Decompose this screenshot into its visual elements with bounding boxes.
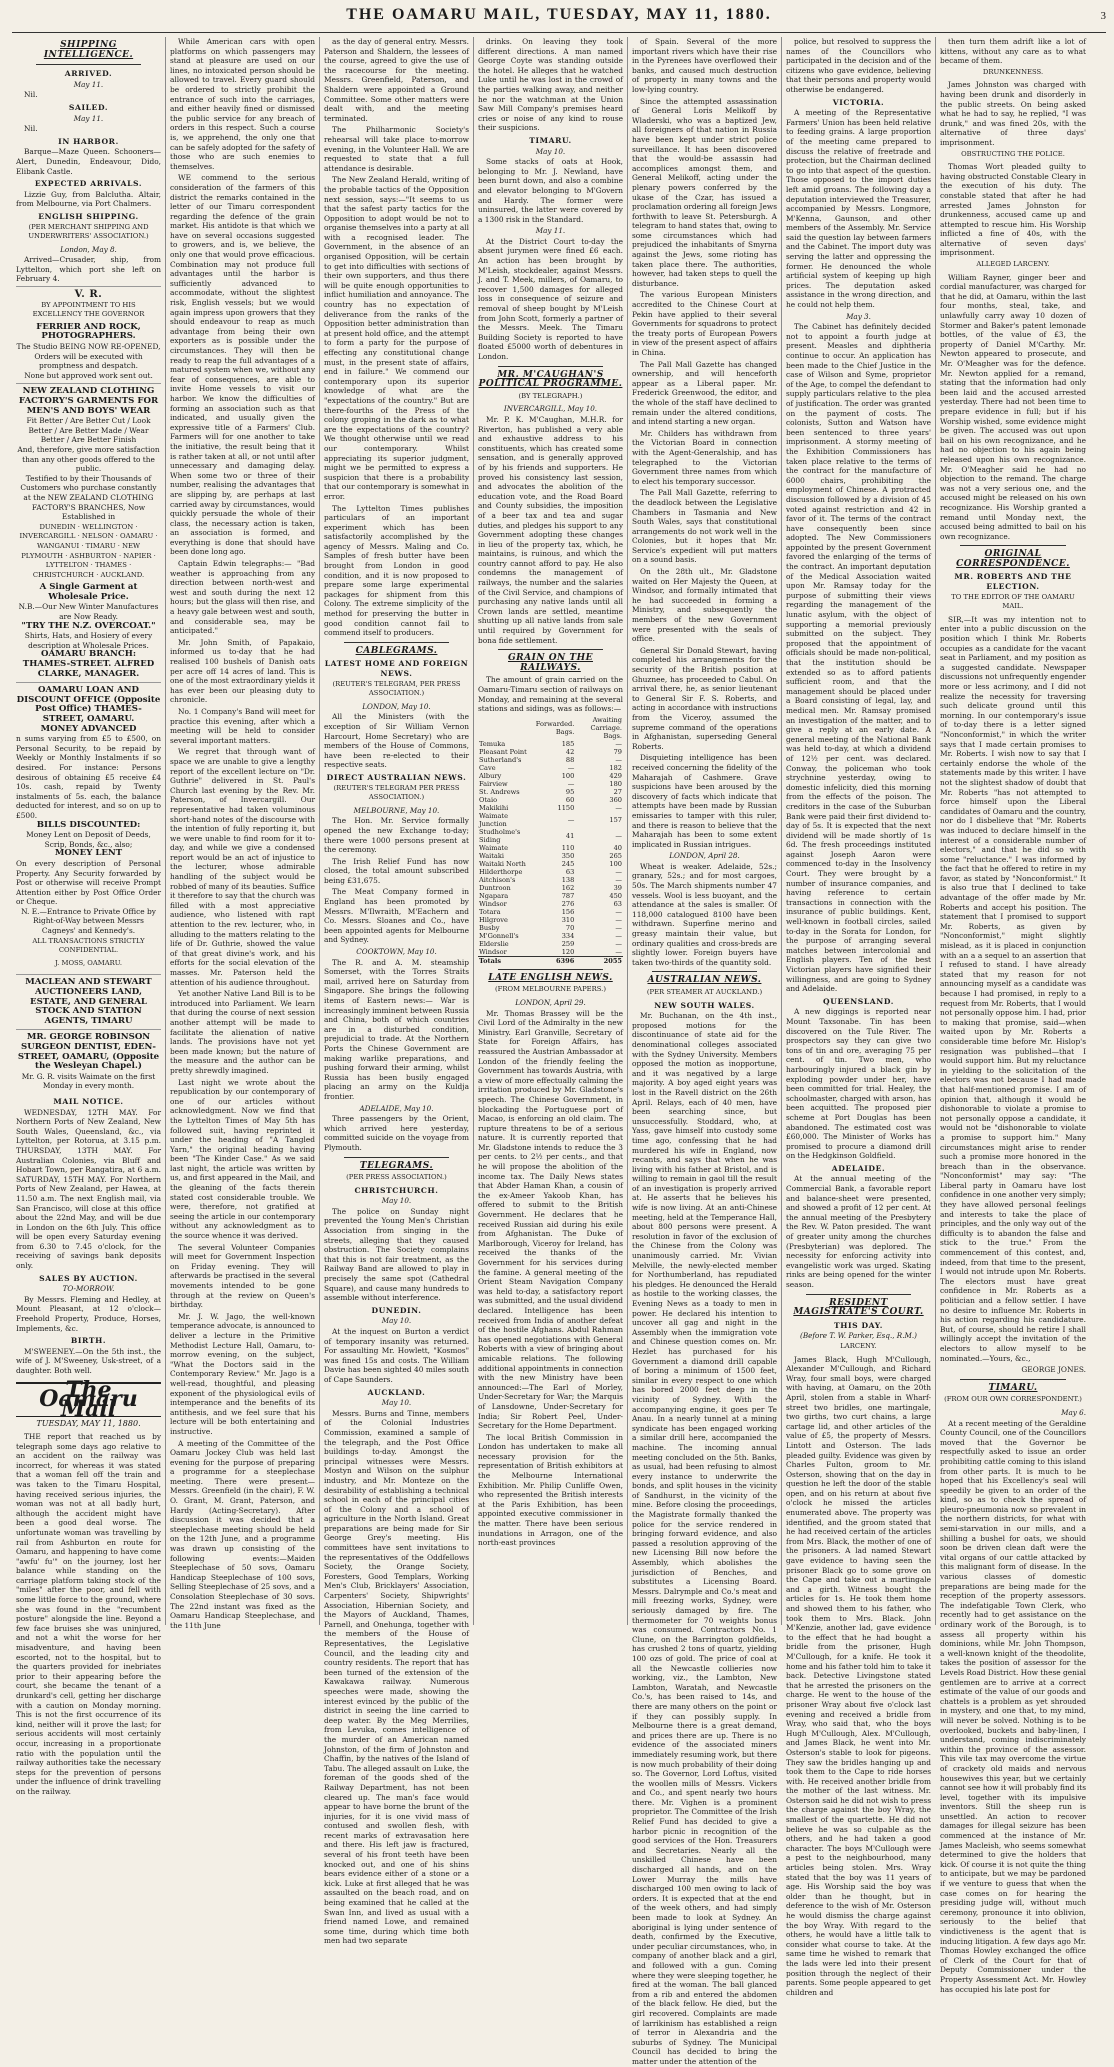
dateline: TO-MORROW. <box>62 1284 115 1294</box>
credit-line: (BY TELEGRAPH.) <box>518 391 583 400</box>
table-row <box>478 756 623 764</box>
subheading: DUNEDIN. <box>371 1305 422 1315</box>
advertisement-photographers <box>16 286 161 383</box>
dateline: LONDON, April 29. <box>515 997 586 1007</box>
table-cell: Albury <box>479 771 502 780</box>
paragraph: No. 1 Company's Band will meet for practice this evening, after which a meeting will be held to consider several important matters. <box>170 706 315 745</box>
ad-text: n sums varying from £5 to £500, on Personal Security, to be repaid by Weekly or Monthly Instalments if so desired. For instance: Persons desirous of obtaining £5 receive £4 10s. cash, repaid by Twenty instalments of 5s. each, the balance deducted for interest, and so on up to £500. <box>16 734 161 820</box>
dateline: May 10. <box>535 146 566 156</box>
paragraph: Three passengers by the Orient, which arrived here yesterday, committed suicide on the voyage from Plymouth. <box>324 1114 469 1152</box>
table-cell: 100 <box>609 859 622 868</box>
dateline: LONDON, April 28. <box>669 851 740 861</box>
column-2 <box>166 37 320 1630</box>
table-cell: 120 <box>561 947 575 956</box>
column-1 <box>12 37 166 1796</box>
table-row <box>478 740 623 748</box>
table-cell: 79 <box>613 747 622 756</box>
paragraph: By Messrs. Fleming and Hedley, at Mount Pleasant, at 12 o'clock—Freehold Property, Produce, Horses, Implements, &c. <box>16 1294 161 1333</box>
paragraph: The Pall Mall Gazette, referring to the deadlock between the Legislative Chambers in Tasmania and New South Wales, says that constitutional arrangements do not work well in the Colonies, but it hopes that Mr. Service's expedient will put matters on a sound basis. <box>632 488 777 565</box>
table-row <box>478 916 623 924</box>
column-header: Forwarded. Bags. <box>535 719 575 736</box>
table-cell: 39 <box>613 883 622 892</box>
paragraph: Some stacks of oats at Hook, belonging to Mr. J. Newland, have been burnt down, and also a combine and elevator belonging to M'Govern and Hardy. The former were uninsured, the latter were covered by a 1300 risk in the Standard. <box>478 157 623 224</box>
paragraph: Mr. Childers has withdrawn from the Victorian Board in connection with the Agent-Generalship, and has telegraphed to the Victorian Government three names from which to elect his temporary successor. <box>632 428 777 486</box>
paragraph: Last night we wrote about the republication by our contemporary of one of our articles without acknowledgment. Now we find that the Lyttelton Times of May 5th has followed suit, having reprinted it under the heading of "A Tangled Yarn," the original heading having been "The Kinder Case." As we said last night, the article was written by us, and first appeared in the Mail, and the gleaning of the facts therein stated cost considerable trouble. We were, therefore, not gratified at seeing the article in our contemporary without any acknowledgment as to the source whence it was derived. <box>170 1077 315 1241</box>
paragraph: Arrived—Crusader, ship, from Lyttelton, which port she left on February 4. <box>16 255 161 284</box>
column-6 <box>782 37 936 1997</box>
table-cell: 162 <box>561 883 575 892</box>
credit-line: TO THE EDITOR OF THE OAMARU MAIL. <box>951 592 1075 611</box>
section-heading: AUSTRALIAN NEWS. <box>647 975 762 986</box>
ad-text: MONEY ADVANCED <box>40 723 137 734</box>
credit-line: (REUTER'S TELEGRAM PER PRESS ASSOCIATION.) <box>333 783 460 802</box>
ad-text: MONEY LENT <box>54 848 123 859</box>
paragraph: police, but resolved to suppress the names of the Councillors who participated in the decision and of the citizens who gave evidence, believing that their persons and property would otherwise be endangered. <box>786 37 931 94</box>
table-row <box>478 772 623 780</box>
table-cell: Windsor <box>479 947 507 956</box>
table-cell: 276 <box>561 899 575 908</box>
table-cell: 310 <box>561 915 575 924</box>
table-cell: — <box>567 779 575 788</box>
table-cell: 2055 <box>575 956 623 965</box>
table-row <box>478 780 623 788</box>
paragraph: The local British Commission in London has undertaken to make all necessary provision for the representation of British exhibitors at the Melbourne International Exhibition. Mr. Philip Cunliffe Owen, who represented the British interests at the Paris Exhibition, has been appointed executive commissioner in the matter. There have been serious inundations in Arragon, one of the north-east provinces <box>478 1432 623 1548</box>
table-cell: 60 <box>565 795 575 804</box>
table-row <box>478 812 623 828</box>
table-row <box>478 876 623 884</box>
column-7 <box>936 37 1090 1994</box>
paragraph: Yet another Native Land Bill is to be introduced into Parliament. We learn that during the course of next session another attempt will be made to facilitate the alienation of native lands. The provisions have not yet been made known; but the nature of the measure and the author can be pretty shrewdly imagined. <box>170 989 315 1075</box>
paragraph: as the day of general entry. Messrs. Paterson and Shaldern, the lessees of the course, agreed to give the use of the racecourse for the meeting. Messrs. Greenfield, Paterson, and Shaldern were appointed a Ground Committee. Some other matters were dealt with, and the meeting terminated. <box>324 37 469 123</box>
table-cell: Pleasant Point <box>479 747 527 756</box>
paragraph: Mr. Thomas Brassey will be the Civil Lord of the Admiralty in the new Ministry. Earl Granville, Secretary of State for Foreign Affairs, has reassured the Austrian Ambassador at London of the friendly feeling the Government has towards Austria, with a view of more effectually calming the irritation produced by Mr. Gladstone's speech. The Chinese Government, in blockading the Portuguese port of Macao, is enforcing an old claim. The rupture threatens to be of a serious nature. It is currently reported that Mr. Gladstone intends to reduce the 3 per cents. to 2½ per cents., and that he will propose the abolition of the income tax. The Daily News states that Abder Haman Khan, a cousin of the ex-Ameer Yakoob Khan, has offered to submit to the British Government. He declares that he received Russian aid during his exile from Afghanistan. The Duke of Marlborough, Viceroy for Ireland, has received the thanks of the Government for his services during the famine. A general meeting of the Orient Steam Navigation Company was held to-day, a satisfactory report was submitted, and the usual dividend declared. Intelligence has been received from India of another defeat of the hostile Afghans. Abdul Rahman has opened negotiations with General Roberts with a view of bringing about amicable relations. The following additional appointments in connection with the new Ministry have been announced:—The Earl of Morley, Under-Secretary for War; the Marquis of Lansdowne, Under-Secretary for India; Sir Robert Peel, Under-Secretary for the Home Department. <box>478 1008 623 1431</box>
masthead <box>12 6 1106 33</box>
dateline: INVERCARGILL, May 10. <box>503 404 598 414</box>
paragraph: The New Zealand Herald, writing of the probable tactics of the Opposition next session, says:—"It seems to us that the safest party tactics for the Opposition to adopt would be not to organise themselves into a party at all with a recognised leader. The Government, in the absence of an organised Opposition, will be certain to get into difficulties with sections of their own supporters, and thus there will be quite enough opportunities to inflict humiliation and annoyance. The country has no expectation of deliverance from the ranks of the Opposition better administration than at present hold office, and the attempt to form a party for the purpose of effecting any constitutional change must, in the present state of affairs, end in failure." We commend our contemporary upon its superior knowledge of what are the "expectations of the country." But are there-fourths of the Press of the colony groping in the dark as to what are the expectations of the country? We thought otherwise until we read our contemporary. Whilst appreciating its superior judgment, might we be permitted to express a suspicion that there is a probability that our contemporary is somewhat in error. <box>324 175 469 501</box>
subheading: NEW SOUTH WALES. <box>654 1000 755 1010</box>
paragraph: Nil. <box>24 90 38 100</box>
credit-line: (REUTER'S TELEGRAM, PER PRESS ASSOCIATION.) <box>332 679 461 698</box>
table-cell: — <box>615 831 622 840</box>
table-cell: Busby <box>479 923 500 932</box>
table-cell: 1150 <box>557 803 575 812</box>
paragraph: SIR,—It was my intention not to enter into a public discussion on the position which I think Mr. Roberts occupies as a candidate for the vacant seat in Parliament, and my position as a suggested candidate. Newspaper discussions not unfrequently engender more or less acrimony, and I did not realize the necessity for traversing such delicate ground until this morning. In our contemporary's issue of to-day there is a letter signed "Nonconformist," in which the writer says that I made certain promises to Mr. Roberts. I wish now to say that I certainly endorse the whole of the statements made by this writer. I have not the slightest shadow of doubt that Mr. Roberts "has not attempted to force himself upon the Liberal candidates of Oamaru and the country, nor do I disbelieve that "Mr. Roberts was induced to declare himself in the interest of a considerable number of electors," and that he did so with some "reluctance." I was informed by the fact that he offered to retire in my favor, as stated by "Nonconformist." It is also true that I declined to take advantage of the offer made by Mr. Roberts and accept his position. The statement that I promised to support Mr. Roberts, as given by "Nonconformist," might slightly mislead, as it is placed in conjunction with an a a sequel to an assertion that I refused to stand. I have already stated that my reason for not announcing myself as a candidate was because I had promised, in reply to a request from Mr. Roberts, that I would not personally oppose him. I had, prior to making that promise, said—when waited upon by Mr. Roberts a considerable time before Mr. Hislop's resignation was published—that I would support him. But my reluctance in yielding to the solicitation of the electors was not because I had made that half-mentioned promise. I am of opinion that, although it would be dishonorable to violate a promise to not personally oppose a candidate, it would not be "dishonorable to violate a promise to support him." Many circumstances might arise to render such a promise more honored in the breach than in the observance. "Nonconformist" may say: "The Liberal party in Oamaru have lost confidence in one another very simply; they have allowed personal feelings and interests to take the place of principles, and the only way out of the difficulty is to abandon the false and stick to the true." From the commencement of this contest, and, indeed, from that time to the present, I would not intrude upon Mr. Roberts. The electors must have great confidence in Mr. Roberts as a politician and a fellow settler. I have no desire to influence Mr. Roberts in his action regarding his candidature. But, of course, should he retire I shall willingly accept the invitation of the electors to allow myself to be nominated.—Yours, &c., <box>940 614 1087 1363</box>
paragraph: At the District Court to-day the absent jurymen were fined £6 each. An action has been brought by M'Leish, stockdealer, against Messrs. J. and T. Meek, millers, of Oamaru, to recover 1,500 damages for alleged loss in consequence of seizure and removal of sheep bought by M'Leish from John Scott, formerly a partner of the Messrs. Meek. The Timaru Building Society is reported to have floated £5000 worth of debentures in London. <box>478 236 623 361</box>
table-row <box>478 788 623 796</box>
table-row <box>478 908 623 916</box>
table-row <box>478 748 623 756</box>
table-cell: — <box>615 915 622 924</box>
table-cell: — <box>615 755 622 764</box>
ad-text: The Studio BEING NOW RE-OPENED, <box>16 342 161 352</box>
ad-text: Money Lent on Deposit of Deeds, Scrip, Bonds, &c., also; <box>26 830 151 849</box>
table-cell: Cave <box>479 763 496 772</box>
paragraph: The various European Ministers accredited to the Chinese Court at Pekin have applied to their several Governments for squadrons to protect the treaty ports of European Powers in view of the present aspect of affairs in China. <box>632 290 777 357</box>
section-heading: TELEGRAMS. <box>359 1160 434 1171</box>
leader-paragraph: THE report that reached us by telegraph some days ago relative to an accident on the railway was incorrect, for whereas it was stated that a woman fell off the train and was taken to the Timaru Hospital, having received serious injuries, the woman was not at all badly hurt, although the accident might have been a good deal worse. The unfortunate woman was travelling by rail from Ashburton en route for Oamaru, and happening to have come "awfu' fu'" on the journey, lost her balance while standing on the carriage platform taking stock of the "miles" after the poor, and fell with some little force to the ground, where she was found in the "recumbent posture" alongside the line. Beyond a few face bruises she was uninjured, and not a whit the worse for her misadventure, and having been escorted, not to the hospital, but to the quarters provided for inebriates prior to their appearing before the court, she became the tenant of a drunkard's cell, getting her discharge with a caution on Monday morning. This is not the first occurrence of its kind, neither will it prove the last; for serious accidents will most certainly occur, increasing in a proportionate ratio with the population until the railway authorities take the necessary steps for the prevention of persons under the influence of drink travelling on the railway. <box>16 1431 161 1796</box>
table-cell: — <box>615 931 622 940</box>
paragraph: The Pall Mall Gazette has changed ownership, and will henceforth appear as a Liberal paper. Mr. Frederick Greenwood, the editor, and the whole of the staff have declined to remain under the altered conditions, and intend starting a new organ. <box>632 359 777 427</box>
paragraph: then turn them adrift like a lot of kittens, without any care as to what became of them. <box>940 37 1086 66</box>
section-heading: SHIPPING INTELLIGENCE. <box>43 40 134 60</box>
credit-line: (FROM MELBOURNE PAPERS.) <box>495 985 606 994</box>
paragraph: Messrs. Burns and Tinne, members of the Colonial Industries Commission, examined a sample of the telegraph, and the Post Office buildings to-day. Amongst the principal witnesses were Messrs. Mostyn and Wilson on the sulphur industry, and Mr. Monteze on the desirability of establishing a technical school in each of the principal cities of the Colony and a school of agriculture in the North Island. Great preparations are being made for Sir George Grey's meeting. His committees have sent invitations to the representatives of the Oddfellows Society, the Orange Society, Foresters, Good Templars, Working Men's Club, Bricklayers' Association, Carpenters' Society, Shipwrights' Association, Hibernian Society, and the Mayors of Auckland, Thames, Parnell, and Onehunga, together with the members of the House of Representatives, the Legislative Council, and the leading city and country residents. The report that has been turned of the extension of the Kawakawa railway. Numerous speeches were made, showing the interest evinced by the public of the district in seeing the line carried to deep water. By the Meg Merrilies, from Levuka, comes intelligence of the murder of an American named Johnston, of the firm of Johnston and Chaffin, by the natives of the Island of Tabu. The alleged assault on Luke, the foreman of the goods shed of the Railway Department, has not been cleared up. The man's face would appear to have borne the brunt of the injuries, for it is one vivid mass of contused and swollen flesh, with recent marks of extravasation here and there. His left jaw is fractured, several of his front teeth have been knocked out, and one of his shins bears evidence either of a stone or a kick. Luke at first alleged that he was assaulted on the beach road, and on being examined that he called at the Swan Inn, and lived as usual with a friend named Lowe, and remained some time, during which time both men had two separate <box>324 1408 469 1946</box>
table-cell: 182 <box>609 763 622 772</box>
section-heading: TIMARU. <box>988 1382 1038 1393</box>
dateline: MELBOURNE, May 10. <box>353 805 440 815</box>
table-cell: 157 <box>609 815 622 824</box>
ad-text: None but approved work sent out. <box>24 370 153 380</box>
table-cell: Fairview <box>479 779 508 788</box>
table-total-row <box>478 956 623 965</box>
ad-text: Orders will be executed with promptness and despatch. <box>34 351 143 371</box>
subheading: THIS DAY. <box>833 1320 884 1330</box>
paragraph: While American cars with open platforms on which passengers may stand at pleasure are used on our lines, no intoxicated person should be allowed to travel. Every guard should be ordered to strictly prohibit the entrance of such into the carriages, and either heavily fined or dismissed the public service for any breach of orders in this respect. Such a course is, we apprehend, the only one that can be safely adopted for the safety of those who are such enemies to themselves. <box>170 37 315 171</box>
table-row <box>478 804 623 812</box>
ad-text: On every description of Personal Property. Any Security forwarded by Post or otherwise will receive Prompt Attention either by Post Office Order or Cheque. <box>16 858 161 907</box>
paragraph: We regret that through want of space we are unable to give a lengthy report of the excellent lecture on "Dr. Guthrie" delivered in St. Paul's Church last evening by the Rev. Mr. Paterson, of Invercargill. Our representative had taken voluminous short-hand notes of the discourse with the intention of fully reporting it, but we were unable to find room for it to-day, and while we give a condensed report would be an act of injustice to the lecturer, whose admirable handling of the subject would be robbed of many of its beauties. Suffice it therefore to say that the church was filled with a most appreciative audience, who listened with rapt attention to the rev. lecturer, who, in alluding to the matters relating to the life of Dr. Guthrie, showed the value of that great divine's work, and his efforts for the social elevation of the masses. Mr. Paterson held the attention of his audience throughout. <box>170 747 315 987</box>
table-cell: 100 <box>561 771 575 780</box>
paragraph: Since the attempted assassination of General Loris Melikoff by Wladerski, who was a baptized Jew, all foreigners of that nation in Russia have been kept under strict police surveillance. It has been discovered that the would-be assassin had accomplices amongst them, and General Melikoff, acting under the plenary powers conferred by the ukase of the Czar, has issued a proclamation ordering all foreign Jews forthwith to leave St. Petersburgh. A telegram to hand states that, owing to some circumstances which had prejudiced the inhabitants of Smyrna against the Jews, some rioting has taken place there. The authorities, however, had taken steps to quell the disturbance. <box>632 96 777 288</box>
subheading: VICTORIA. <box>832 97 885 107</box>
paragraph: James Johnston was charged with having been drunk and disorderly in the public streets. On being asked what he had to say, he replied, "I was drunk," and was fined 20s, with the alternative of three days' imprisonment. <box>940 80 1086 147</box>
dateline: London, May 8. <box>60 244 117 254</box>
subheading: LARCENY. <box>840 1341 877 1350</box>
dateline: May 10. <box>381 1398 412 1408</box>
table-cell: 185 <box>561 739 575 748</box>
table-cell: 429 <box>609 771 622 780</box>
table-cell: 110 <box>561 843 575 852</box>
table-cell: — <box>615 739 622 748</box>
ad-text: DUNEDIN · WELLINGTON · INVERCARGILL · NELSON · OAMARU · WANGANUI · TIMARU · NEW PLYMOUTH · ASHBURTON · NAPIER · LYTTELTON · THAMES · CHRISTCHURCH · AUCKLAND. <box>19 522 158 579</box>
table-cell: — <box>615 867 622 876</box>
table-cell: 259 <box>561 939 575 948</box>
columns <box>12 37 1106 2066</box>
credit-line: (PER PRESS ASSOCIATION.) <box>346 1173 447 1182</box>
paragraph: General Sir Donald Stewart, having completed his arrangements for the security of the British position at Ghuznee, has proceeded to Cabul. On arrival there, he, as senior lieutenant to General Sir F. S. Roberts, and acting in accordance with instructions from the Viceroy, assumed the supreme command of the operations in Afghanistan, superseding General Roberts. <box>632 645 777 751</box>
advertisement-dentist <box>16 1029 161 1094</box>
dateline: May 6. <box>1061 1407 1086 1417</box>
table-cell: — <box>615 939 622 948</box>
paragraph: Captain Edwin telegraphs:— "Bad weather is approaching from any direction between north-west and west and south during the next 12 hours; but the glass will then rise, and a heavy gale between west and south, and considerable sea, may be anticipated." <box>170 559 315 636</box>
section-heading: LATE ENGLISH NEWS. <box>488 972 613 983</box>
page-number: 3 <box>1100 10 1106 22</box>
dateline: May 11. <box>73 113 104 123</box>
advertisement-loan <box>16 682 161 974</box>
subheading: DIRECT AUSTRALIAN NEWS. <box>326 772 467 782</box>
table-cell: Totals <box>478 956 529 965</box>
subheading: SALES BY AUCTION. <box>39 1273 138 1283</box>
table-cell: Waitaki <box>479 851 504 860</box>
subheading: OBSTRUCTING THE POLICE. <box>961 149 1065 158</box>
table-cell: — <box>567 815 575 824</box>
ad-text: And, therefore, give more satisfaction than any other goods offered to the public. <box>17 444 160 474</box>
paragraph: The Lyttelton Times publishes particulars of an important experiment which has been satisfactorily accomplished by the agency of Messrs. Maling and Co. Samples of fresh butter have been brought from London in good condition, and it is now proposed to prepare some large experimental packages for shipment from this Colony. The extreme simplicity of the method for preserving the butter in good condition cannot fail to commend itself to producers. <box>324 503 469 638</box>
table-cell: 63 <box>613 899 622 908</box>
table-cell: Elderslie <box>479 939 509 948</box>
table-cell: Aitchison's <box>479 875 516 884</box>
table-cell: Hilgrove <box>479 915 508 924</box>
paragraph: At the inquest on Burton a verdict of temporary insanity was returned. For assaulting Mr. Howlett, "Kosmos" was fined 15s and costs. The William Davie has been sighted 40 miles south of Cape Saunders. <box>324 1327 469 1384</box>
table-cell: Temuka <box>479 739 506 748</box>
column-header <box>478 716 529 740</box>
ad-text: N. E.—Entrance to Private Office by Right-of-Way between Messrs Cagneys' and Kennedy's. <box>21 906 156 936</box>
paragraph: of Spain. Several of the more important rivers which have their rise in the Pyrenees have overflowed their banks, and caused much destruction of property in many towns and the low-lying country. <box>632 37 777 94</box>
ad-text: BILLS DISCOUNTED: <box>36 819 141 830</box>
paragraph: Mr. Buchanan, on the 4th inst., proposed motions for the discontinuance of state aid for the denominational colleges associated with the Sydney University. Members opposed the motion as inopportune, and it was negatived by a large majority. A boy aged eight years was lost in the Ravell district on the 26th April. Relays, each of 40 men, have been searching since, but unsuccessfully. Stoddard, who, at Yass, gave himself into custody some time ago, confessing that he had murdered his wife in England, now recants, and says that when he was living with his father at Bristol, and is willing to remain in gaol till the result of an investigation is properly arrived at. He asserts that he believes his wife is now living. At an anti-Chinese meeting, held at the Temperance Hall, about 800 persons were present. A resolution in favor of the exclusion of the Chinese from the Colony was unanimously carried. Mr. Vivian Melville, the newly-elected member for Northumberland, has repudiated his pledges. He denounced the Herald as hostile to the working classes, the Evening News as a toady to men in power. He declared his intention to uncover all gag and night in the Assembly when the immigration vote and Chinese question comes on. Mr. Hezlet has purchased for his Government a diamond drill capable of boring a minimum of 1500 feet, similar in every respect to one which has bored 2000 feet deep in the vicinity of Sydney. With the accompanying engine, it goes per Te Anau. In a nearly tunnel at a mining syndicate has been engaged working a similar drill here, accompanied the machine. The incoming annual meeting concluded on the 5th. Banks, as usual, had been refusing to almost every instance to underwrite the bonds, and split houses in the vicinity of Sandhurst, in the vicinity of the mine. Before closing the proceedings, the Magistrate formally thanked the police for the service rendered in bringing forward evidence, and also passed a resolution approving of the new Licensing Bill now before the Assembly, which abolishes the jurisdiction of Benches, and substitutes a Licensing Board. Messrs. Dalrymple and Co.'s meat and mill freezing works, Sydney, were seriously damaged by fire. The thermometer for 70 weights bonus was consumed. Contractors No. 1 Clune, on the Barrington goldfields, has crushed 2 tons of quartz, yielding 100 ozs of gold. The price of coal at all the Newcastle collieries now working, viz., the Lambton, New Lambton, Waratah, and Newcastle Co.'s, has been raised to 14s, and there are many others on the point or if they can possibly supply. In Melbourne there is a great demand, and prices there are up. There is no evidence of the associated miners immediately resuming work, but there is now much probability of their doing so. The Governor, Lord Loftus, visited the woollen mills of Messrs. Vickers and Co., and spent nearly two hours there. Mr. Vighen is a prominent proprietor. The Committee of the Irish Relief Fund has decided to give a harbor picnic in recognition of the good services of the Hon. Treasurers and Secretaries. Nearly all the unskilled Chinese have been discharged all hands, and on the Lower Murray the mills have discharged 100 men owing to lack of orders. It is expected that at the end of the week others, and had simply been made to look at Sydney. An aboriginal is lying under sentence of death, confirmed by the Executive, under peculiar circumstances, who, in company of another black and a girl, and followed with a gun. Coming where they were sleeping together, he fired at the woman. The ball glanced from a rib and entered the abdomen of the black fellow. He died, but the girl recovered. Complaints are made of larrikinism has established a reign of terror in Alexandria and the suburbs of Sydney. The Municipal Council has decided to bring the matter under the attention of the <box>632 1011 777 2066</box>
table-row <box>478 948 623 957</box>
ad-text: J. MOSS, OAMARU. <box>54 958 123 967</box>
subheading: SAILED. <box>68 102 109 112</box>
table-cell: 6396 <box>529 956 575 965</box>
paragraph: A new diggings is reported near Mount Taxsonabe. Tin has been discovered on the Tule River. The prospectors say they can give two tons of tin and ore, averaging 75 per cent. of tin. Two men, who harbouringly injured a black gin by exploding powder under her, have been committed for trial. Healey, the schoolmaster, charged with arson, has been acquitted. The proposed pier scheme at Port Douglas has been abandoned. The estimated cost was £60,000. The Minister of Works has promised to procure a diamond drill on the Hedgkinson Goldfield. <box>786 1007 931 1161</box>
table-cell: — <box>615 907 622 916</box>
table-cell: 40 <box>613 843 622 852</box>
paragraph: Disquieting intelligence has been received concerning the fidelity of the Maharajah of Cashmere. Grave suspicions have been aroused by the discovery of facts which indicate that attempts have been made by Russian emissaries to tamper with this ruler, and there is reason to believe that the Maharajah has been to some extent implicated in Russian intrigues. <box>632 753 777 849</box>
subheading: DRUNKENNESS. <box>982 67 1044 76</box>
paragraph: James Black, Hugh M'Cullough, Alexander M'Cullough, and Richard Wray, four small boys, were charged with having, at Oamaru, on the 20th April, stolen from a stable in Wharf-street two bridles, one martingale, two girths, two curt chains, a large cartage lid, and other articles of the value of £5, the property of Messrs. Lintott and Osterson. The lads pleaded guilty. Evidence was given by Charles Fulton, groom to Mr. Osterson, showing that on the day in question he left the door of the stable open, and on his return at about five o'clock he missed the articles enumerated above. The property was identified, and the groom stated that he had received certain of the articles from Mrs. Black, the mother of one of the prisoners. A lad named Stewart gave evidence to having seen the prisoner Black go to some grove on the Cape and take out a martingale and a girth. Witness bought the articles for 1s. He took them home and showed them to his father, who took them to Mrs. Black. John M'Kenzie, another lad, gave evidence to the effect that he had bought a bridle from the prisoner, Hugh M'Cullough, for a knife. He took it home and his father told him to take it back. Detective Livingstone stated that he arrested the prisoners on the charge. He went to the house of the prisoner Wray about five o'clock last evening and received a bridle from Wray, who said that, who the boys Hugh M'Cullough, Alex. M'Cullough, and James Black, he went into Mr. Osterson's stable to look for pigeons. They saw the bridles hanging up and took them to the Cape to ride horses with. He received another bridle from the mother of the last witness. Mr. Osterson said he did not wish to press the charge against the boy Wray, the smallest of the quartette. He did not believe he was so culpable as the others, and he had taken a good character. The boys M'Cullough were a pest to the neighbourhood, many articles being stolen. Mrs. Wray stated that the boy was 11 years of age. His Worship said the boy was older than he thought, but in deference to the wish of Mr. Osterson he would dismiss the charge against the boy Wray. With regard to the others, he would have a little talk to consider what course to take. At the same time he wished to remark that the lads were led into their present position through the neglect of their parents. Some people appeared to get children and <box>786 1354 931 1997</box>
paragraph: A meeting of the Representative Farmers' Union has been held relative to feeding grains. A large proportion of the meeting came prepared to discuss the relative of freetrade and protection, but the Chairman declined to go into that aspect of the question. Those opposed to the import duties left amid groans. The following day a deputation interviewed the Treasurer, accompanied by Messrs. Longmore, M'Kenna, Gaunson, and other members of the Assembly. Mr. Service said the question lay between farmers and the Cabinet. The import duty was serving the latter and oppressing the former. He denounced the whole artificial system of keeping up high prices. The deputation asked assistance in the wrong direction, and he could not help them. <box>786 108 931 310</box>
subheading: LATEST HOME AND FOREIGN NEWS. <box>324 659 469 678</box>
paragraph: The Irish Relief Fund has now closed, the total amount subscribed being £31,675. <box>324 856 469 885</box>
subheading: ADELAIDE. <box>831 1163 886 1173</box>
paragraph: William Rayner, ginger beer and cordial manufacturer, was charged for that he did, at Oamaru, within the last four months, steal, take, and unlawfully carry away 10 dozen of Stormer and Baker's patent lemonade bottles, of the value of £3, the property of Daniel M'Carthy. Mr. Newton appeared to prosecute, and Mr. O'Meagher was for the defence. Mr. Newton applied for a remand, stating that the information had only been laid and the accused arrested yesterday. There had not been time to prepare evidence in full; but if his Worship wished, some evidence might be given. The accused was out upon bail on his own recognizance, and he had no objection to his again being released upon his own recognizance. Mr. O'Meagher said he had no objection to the remand. The charge was not a very serious one, and the accused might be released on his own recognizance. His Worship granted a remand until Monday next, the accused being admitted to bail on his own recognizance. <box>940 272 1086 541</box>
table-cell: 138 <box>561 875 575 884</box>
dateline: May 10. <box>381 1316 412 1326</box>
table-row <box>478 844 623 852</box>
dateline: May 11. <box>73 79 104 89</box>
table-row <box>478 940 623 948</box>
table-cell: Otaio <box>479 795 498 804</box>
table-cell: 156 <box>561 907 575 916</box>
paragraph: The police on Sunday night prevented the Young Men's Christian Association from singing in the streets, alleging that they caused obstruction. The Society complains that this is not fair treatment, as the Railway Band are allowed to play in precisely the same spot (Cathedral Square), and cause many hundreds to assemble without interference. <box>324 1206 469 1303</box>
dateline: ADELAIDE, May 10. <box>359 1103 434 1113</box>
paragraph: Mr. P. K. M'Caughan, M.H.R. for Riverton, has published a very able and exhaustive address to his constituents, which has created some sensation, and is generally approved of by his friends and supporters. He proved his consistency last session, and advocates the abolition of the education vote, and the Road Board and County subsidies, the imposition of a beer tax and tea and sugar duties, and pledges his support to any Government adopting these changes in lieu of the property tax, which, he maintains, is ruinous, and which the country cannot afford to pay. He also condemns the management of railways, the number and the salaries of the Civil Service, and champions of purchasing any native lands until all Crown lands are settled, meantime shutting up all native lands from sale until required by Government for bona fide settlement. <box>478 414 623 645</box>
subheading: CHRISTCHURCH. <box>354 1185 439 1195</box>
subheading: IN HARBOR. <box>58 136 119 146</box>
credit-line: (PER STEAMER AT AUCKLAND.) <box>646 988 763 996</box>
paragraph: At the annual meeting of the Commercial Bank, a favorable report and balance-sheet were presented, and showed a profit of 12 per cent. At the annual meeting of the Presbytery the Rev. W. Paton presided. The want of greater unity among the churches (Presbyterian) was deplored. The necessity for enforcing activity into evangelistic work was urged. Skating rinks are being opened for the winter season. <box>786 1174 931 1289</box>
table-cell: Ngapara <box>479 891 509 900</box>
table-cell: Sutherland's <box>479 755 522 764</box>
table-cell: Windsor <box>479 899 507 908</box>
paragraph: Lizzie Guy, from Balclutha. Altair, from Melbourne, via Port Chalmers. <box>16 189 161 209</box>
column-header: Awaiting Carriage. Bags. <box>590 715 622 740</box>
paragraph: Barque—Maze Queen. Schooners—Alert, Dunedin, Endeavour, Dido, Elibank Castle. <box>16 147 161 176</box>
paragraph: WEDNESDAY, 12TH MAY. For Northern Ports of New Zealand, New South Wales, Queensland, &c., via Lyttelton, per Rotorua, at 3.15 p.m. THURSDAY, 13TH MAY. For Australian Colonies, via Bluff and Hobart Town, per Rangatira, at 6 a.m. SATURDAY, 15TH MAY. For Northern Ports of New Zealand, per Hawea, at 11.50 a.m. The next English mail, via San Francisco, will close at this office about the 22nd May, and will be due in London on the 6th July. This office will be open every Saturday evening from 6.30 to 7.45 o'clock, for the receiving of savings bank deposits only. <box>16 1107 161 1271</box>
paragraph: The several Volunteer Companies will meet for Government Inspection on Friday evening. They will afterwards be practised in the several movements intended to be gone through at the review on Queen's birthday. <box>170 1242 315 1310</box>
table-cell: 63 <box>565 867 575 876</box>
table-cell: — <box>615 875 622 884</box>
subheading: TIMARU. <box>529 135 572 145</box>
paragraph: Mr. J. W. Jago, the well-known temperance advocate, is announced to deliver a lecture in the Primitive Methodist Lecture Hall, Oamaru, to-morrow evening, on the subject, "What the Doctors said in the Contemporary Review." Mr. Jago is a well-read, thoughtful, and pleasing exponent of the physiological evils of intemperance and the benefits of its antithesis, and we feel sure that his lecture will be both entertaining and instructive. <box>170 1311 315 1436</box>
ad-text: ALL TRANSACTIONS STRICTLY CONFIDENTIAL. <box>32 936 145 955</box>
ad-heading: MACLEAN AND STEWART AUCTIONEERS LAND, ESTATE, AND GENERAL STOCK AND STATION AGENTS, TIMARU <box>25 977 152 1026</box>
paragraph: The R. and A. M. steamship Somerset, with the Torres Straits mail, arrived here on Saturday from Singapore. She brings the following items of Eastern news:— War is increasingly imminent between Russia and China, both of which countries are in a disturbed condition, prejudicial to trade. At the Northern Ports the Chinese Government are making warlike preparations, and pushing forward their arming, whilst Russia has been busily engaged placing an army on the Kuldja frontier. <box>324 957 470 1101</box>
table-cell: 27 <box>613 787 622 796</box>
table-cell: Waimate <box>479 843 508 852</box>
table-row <box>478 860 623 868</box>
section-heading: GRAIN ON THE RAILWAYS. <box>508 653 593 673</box>
table-cell: St. Andrews <box>479 787 520 796</box>
paragraph: M'SWEENEY.—On the 5th inst., the wife of J. M'Sweeney, Usk-street, of a daughter. Both well. <box>16 1346 161 1375</box>
paragraph: The Philharmonic Society's rehearsal will take place to-morrow evening, in the Volunteer Hall. We are requested to state that a full attendance is desirable. <box>324 125 469 173</box>
ad-heading: OAMARU LOAN AND DISCOUNT OFFICE (Opposite Post Office) THAMES-STREET, OAMARU. <box>16 685 161 724</box>
column-3 <box>320 37 474 1946</box>
credit-line: (PER MERCHANT SHIPPING AND UNDERWRITERS' ASSOCIATION.) <box>28 222 149 241</box>
table-row <box>478 764 623 772</box>
table-row <box>478 796 623 804</box>
table-row <box>478 868 623 876</box>
table-cell: Totara <box>479 907 501 916</box>
table-row <box>478 924 623 932</box>
subheading: ENGLISH SHIPPING. <box>38 211 139 221</box>
paragraph: Wheat is weaker. Adelaide, 52s.; granary, 52s.; and for most cargoes, 50s. The March shipments number 47 vessels. Wool is less buoyant, and the attendance at the sales is smaller. Of 118,000 catalogued 8100 have been withdrawn. Superfine merino and greasy maintain their value, but ordinary qualities and cross-breds are slightly lower. Foreign buyers have taken two-thirds of the quantity sold. <box>632 861 777 967</box>
table-cell: Makikihi <box>479 803 509 812</box>
section-heading: ORIGINAL CORRESPONDENCE. <box>956 549 1070 569</box>
paragraph: On the 28th ult., Mr. Gladstone waited on Her Majesty the Queen, at Windsor, and formally intimated that he had succeeded in forming a Ministry, and subsequently the members of the new Government were presented with the seals of office. <box>632 567 777 644</box>
advertisement-clothing <box>16 383 161 682</box>
ad-text: "TRY THE N.Z. OVERCOAT." <box>21 620 156 631</box>
column-5 <box>628 37 782 2066</box>
table-cell: Waimate Junction <box>479 811 508 828</box>
ad-text: Mr. G. R. visits Waimate on the first Monday in every month. <box>21 1071 156 1091</box>
ad-text: A Single Garment at Wholesale Price. <box>39 582 138 602</box>
grain-table <box>478 716 623 965</box>
paragraph: The Meat Company formed in England has been promoted by Messrs. M'Ilwraith, M'Eachern and Co. Messrs. Sloanes and Co., have been appointed agents for Melbourne and Sydney. <box>324 887 469 945</box>
dateline: May 11. <box>535 226 566 236</box>
ad-text: Shirts, Hats, and Hosiery of every description at Wholesale Prices. <box>24 631 153 650</box>
table-cell: 450 <box>609 891 622 900</box>
dateline: May 3. <box>846 311 871 321</box>
newspaper-title: THE OAMARU MAIL, TUESDAY, MAY 11, 1880. <box>346 6 772 23</box>
paragraph: WE commend to the serious consideration of the farmers of this district the remarks contained in the letter of our Timaru correspondent regarding the defence of the grain market. His antidote is that which we have on several occasions suggested to growers, and is, we believe, the only one that would prove efficacious. Combination may not produce full advantages until the harbor is sufficiently advanced to accommodate, without the slightest risk, English vessels; but we would again impress upon growers that they should endeavour to reap as much advantage from being their own exporters as is possible under the circumstances. They will then be ready to reap the full advantages of a matured system when we, without any fear of consequences, are able to invite Home vessels to visit our harbor. We know the difficulties of forming an association such as that indicated, and usually given the expressive title of a Farmers' Club. Farmers will for one another to take the initiative, the result being that it is rather taken at all, or not until after unnecessary and damaging delay. When some two or three of their number, realising the advantages that are slipping by, are perhaps at last carried away by circumstances, would quickly persuade the whole of their class, the necessary action is taken, an association is formed, and everything is done that should have been done long ago. <box>170 173 315 557</box>
table-row <box>478 828 623 844</box>
paragraph: Thomas Wort pleaded guilty to having obstructed Constable Cleary in the execution of his duty. The constable stated that after he had arrested James Johnston for drunkenness, accused came up and attempted to rescue him. His Worship inflicted a fine of 40s, with the alternative of seven days' imprisonment. <box>940 162 1086 258</box>
table-row <box>478 852 623 860</box>
table-cell: 41 <box>565 831 575 840</box>
table-cell: Studholme's Siding <box>479 827 521 844</box>
ad-text: BY APPOINTMENT TO HIS EXCELLENCY THE GOVERNOR <box>32 300 145 319</box>
table-cell: 180 <box>609 779 622 788</box>
table-cell: — <box>615 923 622 932</box>
table-cell: 334 <box>561 931 575 940</box>
ad-text: N.B.—Our New Winter Manufactures are Now Ready. <box>18 602 159 622</box>
dateline: COOKTOWN, May 10. <box>356 947 437 957</box>
paragraph: A meeting of the Committee of the Oamaru Jockey Club was held last evening for the purpose of preparing a programme for a steeplechase meeting. There were present—Messrs. Greenfield (in the chair), F. W. O. Grant, M. Grant, Paterson, and Hardy (Acting-Secretary). After discussion it was decided that a steeplechase meeting should be held on the 12th June, and a programme was drawn up consisting of the following events:—Maiden Steeplechase of 50 sovs, Oamaru Handicap Steeplechase of 100 sovs, Selling Steeplechase of 25 sovs, and a Consolation Steeplechase of 30 sovs. The 22nd instant was fixed as the Oamaru Handicap Steeplechase, and the 11th June <box>170 1438 315 1630</box>
ad-heading: NEW ZEALAND CLOTHING FACTORY'S GARMENTS FOR MEN'S AND BOYS' WEAR <box>18 386 159 416</box>
subheading: AUCKLAND. <box>367 1387 426 1397</box>
table-cell: 787 <box>561 891 575 900</box>
paragraph: Nil. <box>24 124 38 134</box>
table-cell: — <box>567 763 575 772</box>
table-cell: — <box>615 803 622 812</box>
subheading: ARRIVED. <box>64 69 113 79</box>
section-heading: RESIDENT MAGISTRATE'S COURT. <box>793 1297 924 1318</box>
section-heading: CABLEGRAMS. <box>355 645 438 656</box>
table-cell: 42 <box>565 747 575 756</box>
newspaper-flag: The Oamaru Mail <box>16 1382 161 1418</box>
ad-vr: V. R. <box>74 289 103 301</box>
table-cell: 95 <box>565 787 575 796</box>
table-row <box>478 900 623 908</box>
table-cell: 70 <box>565 923 575 932</box>
table-cell: 88 <box>565 755 575 764</box>
table-cell: 245 <box>561 859 575 868</box>
subheading: QUEENSLAND. <box>823 996 894 1006</box>
paragraph: The Cabinet has definitely decided not to appoint a fourth judge at present. Measles and diphtheria continue to occur. An application has been made to the Chief Justice in the case of Wilson and Syme, proprietor of the Age, to compel the defendant to supply particulars relative to the plea of justification. The order was granted on the payment of costs. The colonists, Sutton and Watson have been sentenced to three years' imprisonment. A stormy meeting of the Exhibition Commissioners has taken place relative to the terms of the contract for the manufacture of 6000 chairs, prohibiting the employment of Chinese. A protracted discussion followed by a division of 45 voted against restriction and 42 in favor of it. The terms of the contract have consequently been since adopted. The New Commissioners appointed by the present Government favored the enlarging of the terms of the contract. An important deputation of the Medical Association waited upon Mr. Ramsay today for the purpose of submitting their views regarding the management of the lunatic asylum, with the object of supporting a memorial previously submitted on the subject. They proposed that the appointment of officials should be made non-political, that the institution should be extended so as to afford patients sufficient room, and that the management should be placed under a Board consisting of legal, lay, and medical men. Mr. Ramsay promised an investigation of the matter, and to give a reply at an early date. A general meeting of the National Bank was held to-day, at which a dividend of 12½ per cent. was declared. Conway, the policeman who took strychnine yesterday, owing to domestic infelicity, died this morning from the effects of the poison. The creditors in the case of the Suburban Bank were paid their first dividend to-day of 5s. It is expected that the next dividend will be made shortly of 1s 6d. The fresh proceedings instituted against Joseph Aaron were commenced to-day in the Insolvency Court. They were brought by a number of insurance companies, and having reference to certain transactions in connection with the insurance of public buildings. Kent, well-known in football circles, sailed to-day in the Soratа for London, for the purpose of arranging several matches between intercolonial and English players. Ten of the best Victorian players have signified their willingness, and are going to Sydney and Adelaide. <box>786 322 931 994</box>
advertisement-auctioneers <box>16 974 161 1029</box>
grain-table-body <box>478 740 623 957</box>
table-cell: Waitaki North <box>479 859 526 868</box>
ad-text: OAMARU BRANCH: THAMES-STREET. ALFRED CLARKE, MANAGER. <box>22 649 155 679</box>
table-cell: 265 <box>609 851 622 860</box>
subheading: MR. ROBERTS AND THE ELECTION. <box>954 572 1072 592</box>
paragraph: At a recent meeting of the Geraldine County Council, one of the Councillors moved that the Governor be respectfully asked to issue an order prohibiting cattle coming to this island from other parts. It is much to be hoped that his Excellency's seal will speedily be given to an order of the kind, so as to check the spread of pleuro-pneumonia now so prevalent in the northern districts, for what with semi-starvation in our mills, and a shilling a bushel for oats, we should soon be driven clean daft were the vital organs of our cattle attacked by this malignant form of disease. In the various classes of domestic preparations are being made for the reception of the property assessors. The indefatigable Town Clerk, who recently had to get assistance on the ordinary work of the Borough, is to assess all property within his dominions, while Mr. John Thompson, a well-known knight of the theodolite, takes the position of assessor for the Levels Road District. How these genial gentlemen are to arrive at a correct estimate of the value of our goods and chattels is a problem as yet shrouded in mystery, and one that, to my mind, will never be solved. Nothing is to be overlooked, buckets and baby-linen, I understand, coming indiscriminately within the province of the assessor. This vile tax may overcome the virtue of crackety old maids and nervous housewives this year, but we certainly cannot see how it will probably find its level, together with its impulsive inventors. Still the sheep run is unsettled. An action to recover damages for illegal seizure has been commenced at the instance of Mr. James Macleish, who seems somewhat determined to give the holders that kick. Of course it is not quite the thing to anticipate, but we may be pardoned if we venture to guess that when the case comes on for hearing the presiding judge will, without much ceremony, pronounce it into oblivion, seriously to the belief that vindictiveness is the agent that is inducing litigation. A few days ago Mr. Thomas Howley exchanged the office of Clerk of the Court for that of Deputy Commissioner under the Property Assessment Act. Mr. Howley has occupied his late post for <box>940 1418 1086 1994</box>
ad-heading: MR. GEORGE ROBINSON SURGEON DENTIST, EDEN-STREET, OAMARU, (Opposite the Wesleyan Chapel.) <box>17 1032 160 1072</box>
credit-line: (FROM OUR OWN CORRESPONDENT.) <box>944 1395 1082 1404</box>
dateline: May 10. <box>381 1196 412 1206</box>
table-cell: 360 <box>609 795 622 804</box>
paragraph: The Hon. Mr. Service formally opened the new Exchange to-day; there were 1000 persons present at the ceremony. <box>324 816 469 855</box>
table-header-row <box>478 716 623 740</box>
table-cell: 350 <box>561 851 575 860</box>
section-heading: MR. M'CAUGHAN'S POLITICAL PROGRAMME. <box>478 369 623 390</box>
subheading: MAIL NOTICE. <box>53 1096 124 1106</box>
ad-heading: FERRIER AND ROCK, PHOTOGRAPHERS. <box>36 321 141 342</box>
signature: GEORGE JONES. <box>1021 1365 1086 1375</box>
table-row <box>478 884 623 892</box>
column-4 <box>474 37 628 1625</box>
dateline: (Before T. W. Parker, Esq., R.M.) <box>800 1331 917 1341</box>
table-cell: — <box>615 947 622 956</box>
table-cell: Hilderthorpe <box>479 867 523 876</box>
table-row <box>478 932 623 940</box>
paragraph: All the Ministers (with the exception of Sir William Vernon Harcourt, Home Secretary) who are members of the House of Commons, have been re-elected to their respective seats. <box>324 712 469 770</box>
table-row <box>478 892 623 900</box>
subheading: ALLEGED LARCENY. <box>976 260 1050 269</box>
subheading: BIRTH. <box>70 1336 107 1346</box>
issue-date: TUESDAY, MAY 11, 1880. <box>36 1419 141 1429</box>
paragraph: drinks. On leaving they took different directions. A man named George Coyte was standing outside the hotel. He alleges that he watched Luke until he was lost in the crowd of the parties walking away, and neither he nor the watchman at the Union Saw Mill Company's premises heard cries or noise of any kind to rouse their suspicions. <box>478 37 623 133</box>
dateline: LONDON, May 10. <box>362 701 431 711</box>
paragraph: The amount of grain carried on the Oamaru-Timaru section of railways on Monday, and remaining at the several stations and sidings, was as follows:— <box>478 675 623 714</box>
paragraph: Mr. John Smith, of Papakaio, informed us to-day that he had realised 100 bushels of Danish oats per acre off 14 acres of land. This is one of the most extraordinary yields it has ever been our pleasing duty to chronicle. <box>170 637 315 705</box>
table-cell: M'Gonnell's <box>479 931 519 940</box>
subheading: EXPECTED ARRIVALS. <box>34 179 143 189</box>
ad-text: Fit Better / Are Better Cut / Look Better / Are Better Made / Wear Better / Are Better Finish <box>26 416 151 445</box>
ad-text: Testified to by their Thousands of Customers who purchase constantly at the NEW ZEALAND CLOTHING FACTORY'S BRANCHES, Now Established in <box>20 473 157 522</box>
table-cell: Duntroon <box>479 883 511 892</box>
